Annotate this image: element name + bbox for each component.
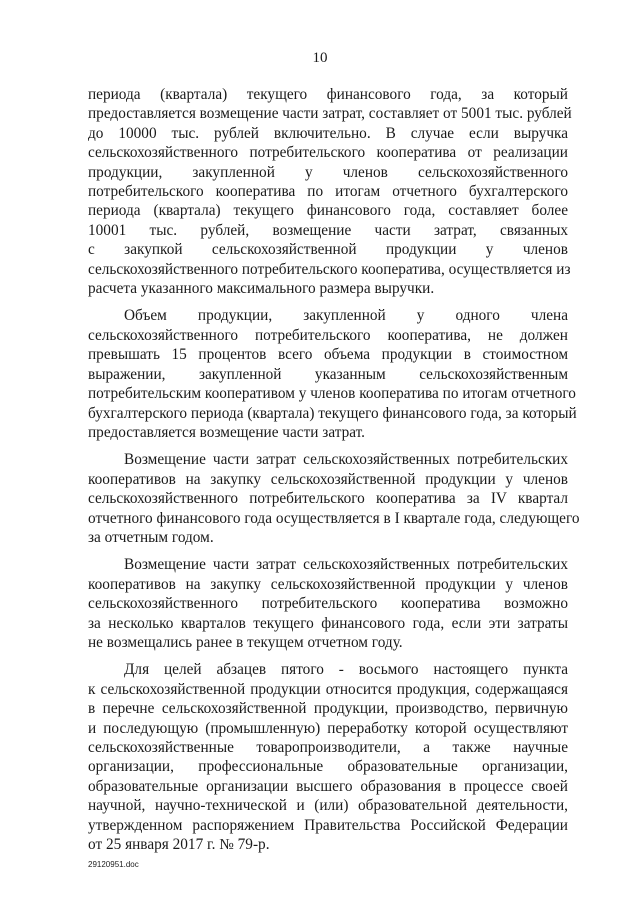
text-line: предоставляется возмещение части затрат.	[88, 423, 365, 441]
text-line: сельскохозяйственного потребительского кооператива, не должен	[88, 326, 568, 344]
text-line: сельскохозяйственные товаропроизводители, а также научные	[88, 739, 568, 756]
text-line: утвержденном распоряжением Правительства Российской Федерации	[88, 816, 568, 834]
text-line: Объем продукции, закупленной у одного члена	[124, 307, 568, 325]
text-line: не возмещались ранее в текущем отчетном году.	[88, 633, 403, 651]
text-line: Для целей абзацев пятого - восьмого настоящего пункта	[124, 661, 568, 679]
page-number: 10	[312, 50, 328, 66]
paragraph	[88, 85, 572, 298]
text-line: бухгалтерского периода (квартала) текущего финансового года, за который	[88, 404, 577, 422]
text-line: организации, профессиональные образовательные организации,	[88, 758, 568, 776]
text-line: кооперативов на закупку сельскохозяйственной продукции у членов	[88, 470, 568, 488]
text-line: Возмещение части затрат сельскохозяйственных потребительских	[124, 451, 568, 469]
document-body	[88, 85, 580, 854]
text-line: сельскохозяйственного потребительского кооператива от реализации	[88, 144, 568, 162]
text-line: отчетного финансового года осуществляется в I квартале года, следующего	[88, 509, 580, 527]
text-line: сельскохозяйственного потребительского кооператива возможно	[88, 595, 568, 613]
footer-filename: 29120951.doc	[88, 860, 139, 869]
text-line: периода (квартала) текущего финансового года, составляет более	[88, 202, 568, 220]
paragraph	[88, 660, 568, 854]
text-line: продукции, закупленной у членов сельскохозяйственного	[88, 163, 568, 181]
text-line: за отчетным годом.	[88, 528, 214, 546]
text-line: выражении, закупленной указанным сельскохозяйственным	[88, 365, 568, 383]
text-line: Возмещение части затрат сельскохозяйственных потребительских	[124, 556, 568, 574]
paragraph	[88, 306, 577, 442]
text-line: за несколько кварталов текущего финансового года, если эти затраты	[88, 614, 568, 632]
text-line: 10001 тыс. рублей, возмещение части затрат, связанных	[88, 221, 568, 239]
text-line: и последующую (промышленную) переработку которой осуществляют	[88, 719, 568, 737]
text-line: образовательные организации высшего образования в процессе своей	[88, 777, 568, 795]
text-line: научной, научно-технической и (или) образовательной деятельности,	[88, 797, 568, 815]
text-line: потребительским кооперативом у членов кооператива по итогам отчетного	[88, 385, 576, 403]
text-line: предоставляется возмещение части затрат, составляет от 5001 тыс. рублей	[88, 105, 572, 123]
text-line: превышать 15 процентов всего объема продукции в стоимостном	[88, 346, 568, 364]
text-line: к сельскохозяйственной продукции относится продукция, содержащаяся	[88, 680, 568, 698]
text-line: периода (квартала) текущего финансового года, за который	[88, 86, 568, 103]
text-line: сельскохозяйственного потребительского кооператива, осуществляется из	[88, 260, 571, 278]
paragraph	[88, 450, 580, 547]
text-line: кооперативов на закупку сельскохозяйственной продукции у членов	[88, 575, 568, 593]
text-line: сельскохозяйственного потребительского кооператива за IV квартал	[88, 490, 568, 508]
text-line: расчета указанного максимального размера выручки.	[88, 280, 435, 298]
text-line: до 10000 тыс. рублей включительно. В случае если выручка	[88, 124, 568, 142]
paragraph	[88, 555, 568, 652]
text-line: в перечне сельскохозяйственной продукции, производство, первичную	[88, 700, 568, 718]
text-line: с закупкой сельскохозяйственной продукции у членов	[88, 241, 568, 259]
text-line: от 25 января 2017 г. № 79-р.	[88, 836, 270, 854]
text-line: потребительского кооператива по итогам отчетного бухгалтерского	[88, 183, 568, 201]
